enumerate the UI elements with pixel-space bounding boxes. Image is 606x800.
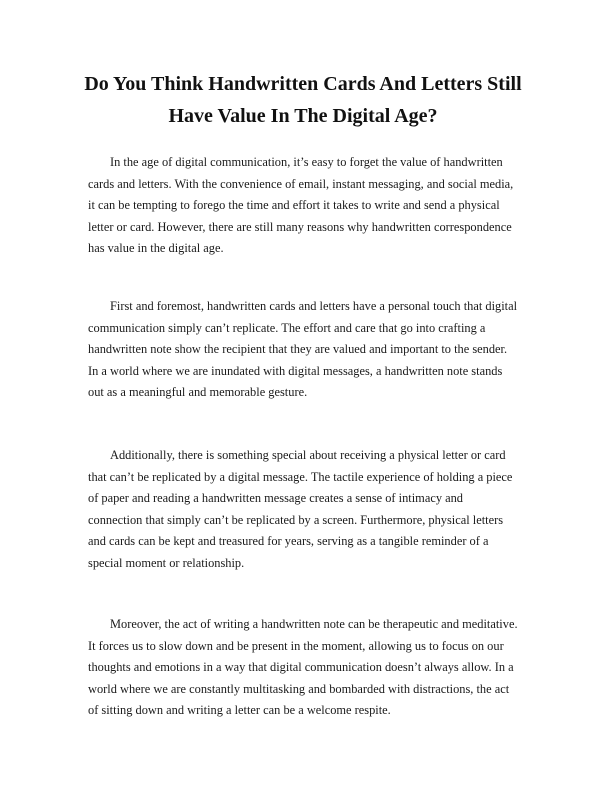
page-title: Do You Think Handwritten Cards And Letters Still Have Value In The Digital Age? [84, 73, 522, 127]
paragraph-tactile-experience: Additionally, there is something special about receiving a physical letter or card that can’t be replicated by a digital message. The tactile experience of holding a piece of paper and reading a handwritten message creates a sense of intimacy and connection that simply can’t be replicated by a screen. Furthermore, physical letters and cards can be kept and treasured for years, serving as a tangible reminder of a special moment or relationship. [88, 448, 513, 570]
paragraph-therapeutic: Moreover, the act of writing a handwritten note can be therapeutic and meditative. It forces us to slow down and be present in the moment, allowing us to focus on our thoughts and emotions in a way that digital communication doesn’t always allow. In a world where we are constantly multitasking and bombarded with distractions, the act of sitting down and writing a letter can be a welcome respite. [88, 617, 518, 717]
paragraph-intro: In the age of digital communication, it’s easy to forget the value of handwritten cards and letters. With the convenience of email, instant messaging, and social media, it can be tempting to forego the time and effort it takes to write and send a physical letter or card. However, there are still many reasons why handwritten correspondence has value in the digital age. [88, 155, 514, 255]
paragraph-personal-touch: First and foremost, handwritten cards and letters have a personal touch that digital communication simply can’t replicate. The effort and care that go into crafting a handwritten note show the recipient that they are valued and important to the sender. In a world where we are inundated with digital messages, a handwritten note stands out as a meaningful and memorable gesture. [88, 299, 518, 399]
